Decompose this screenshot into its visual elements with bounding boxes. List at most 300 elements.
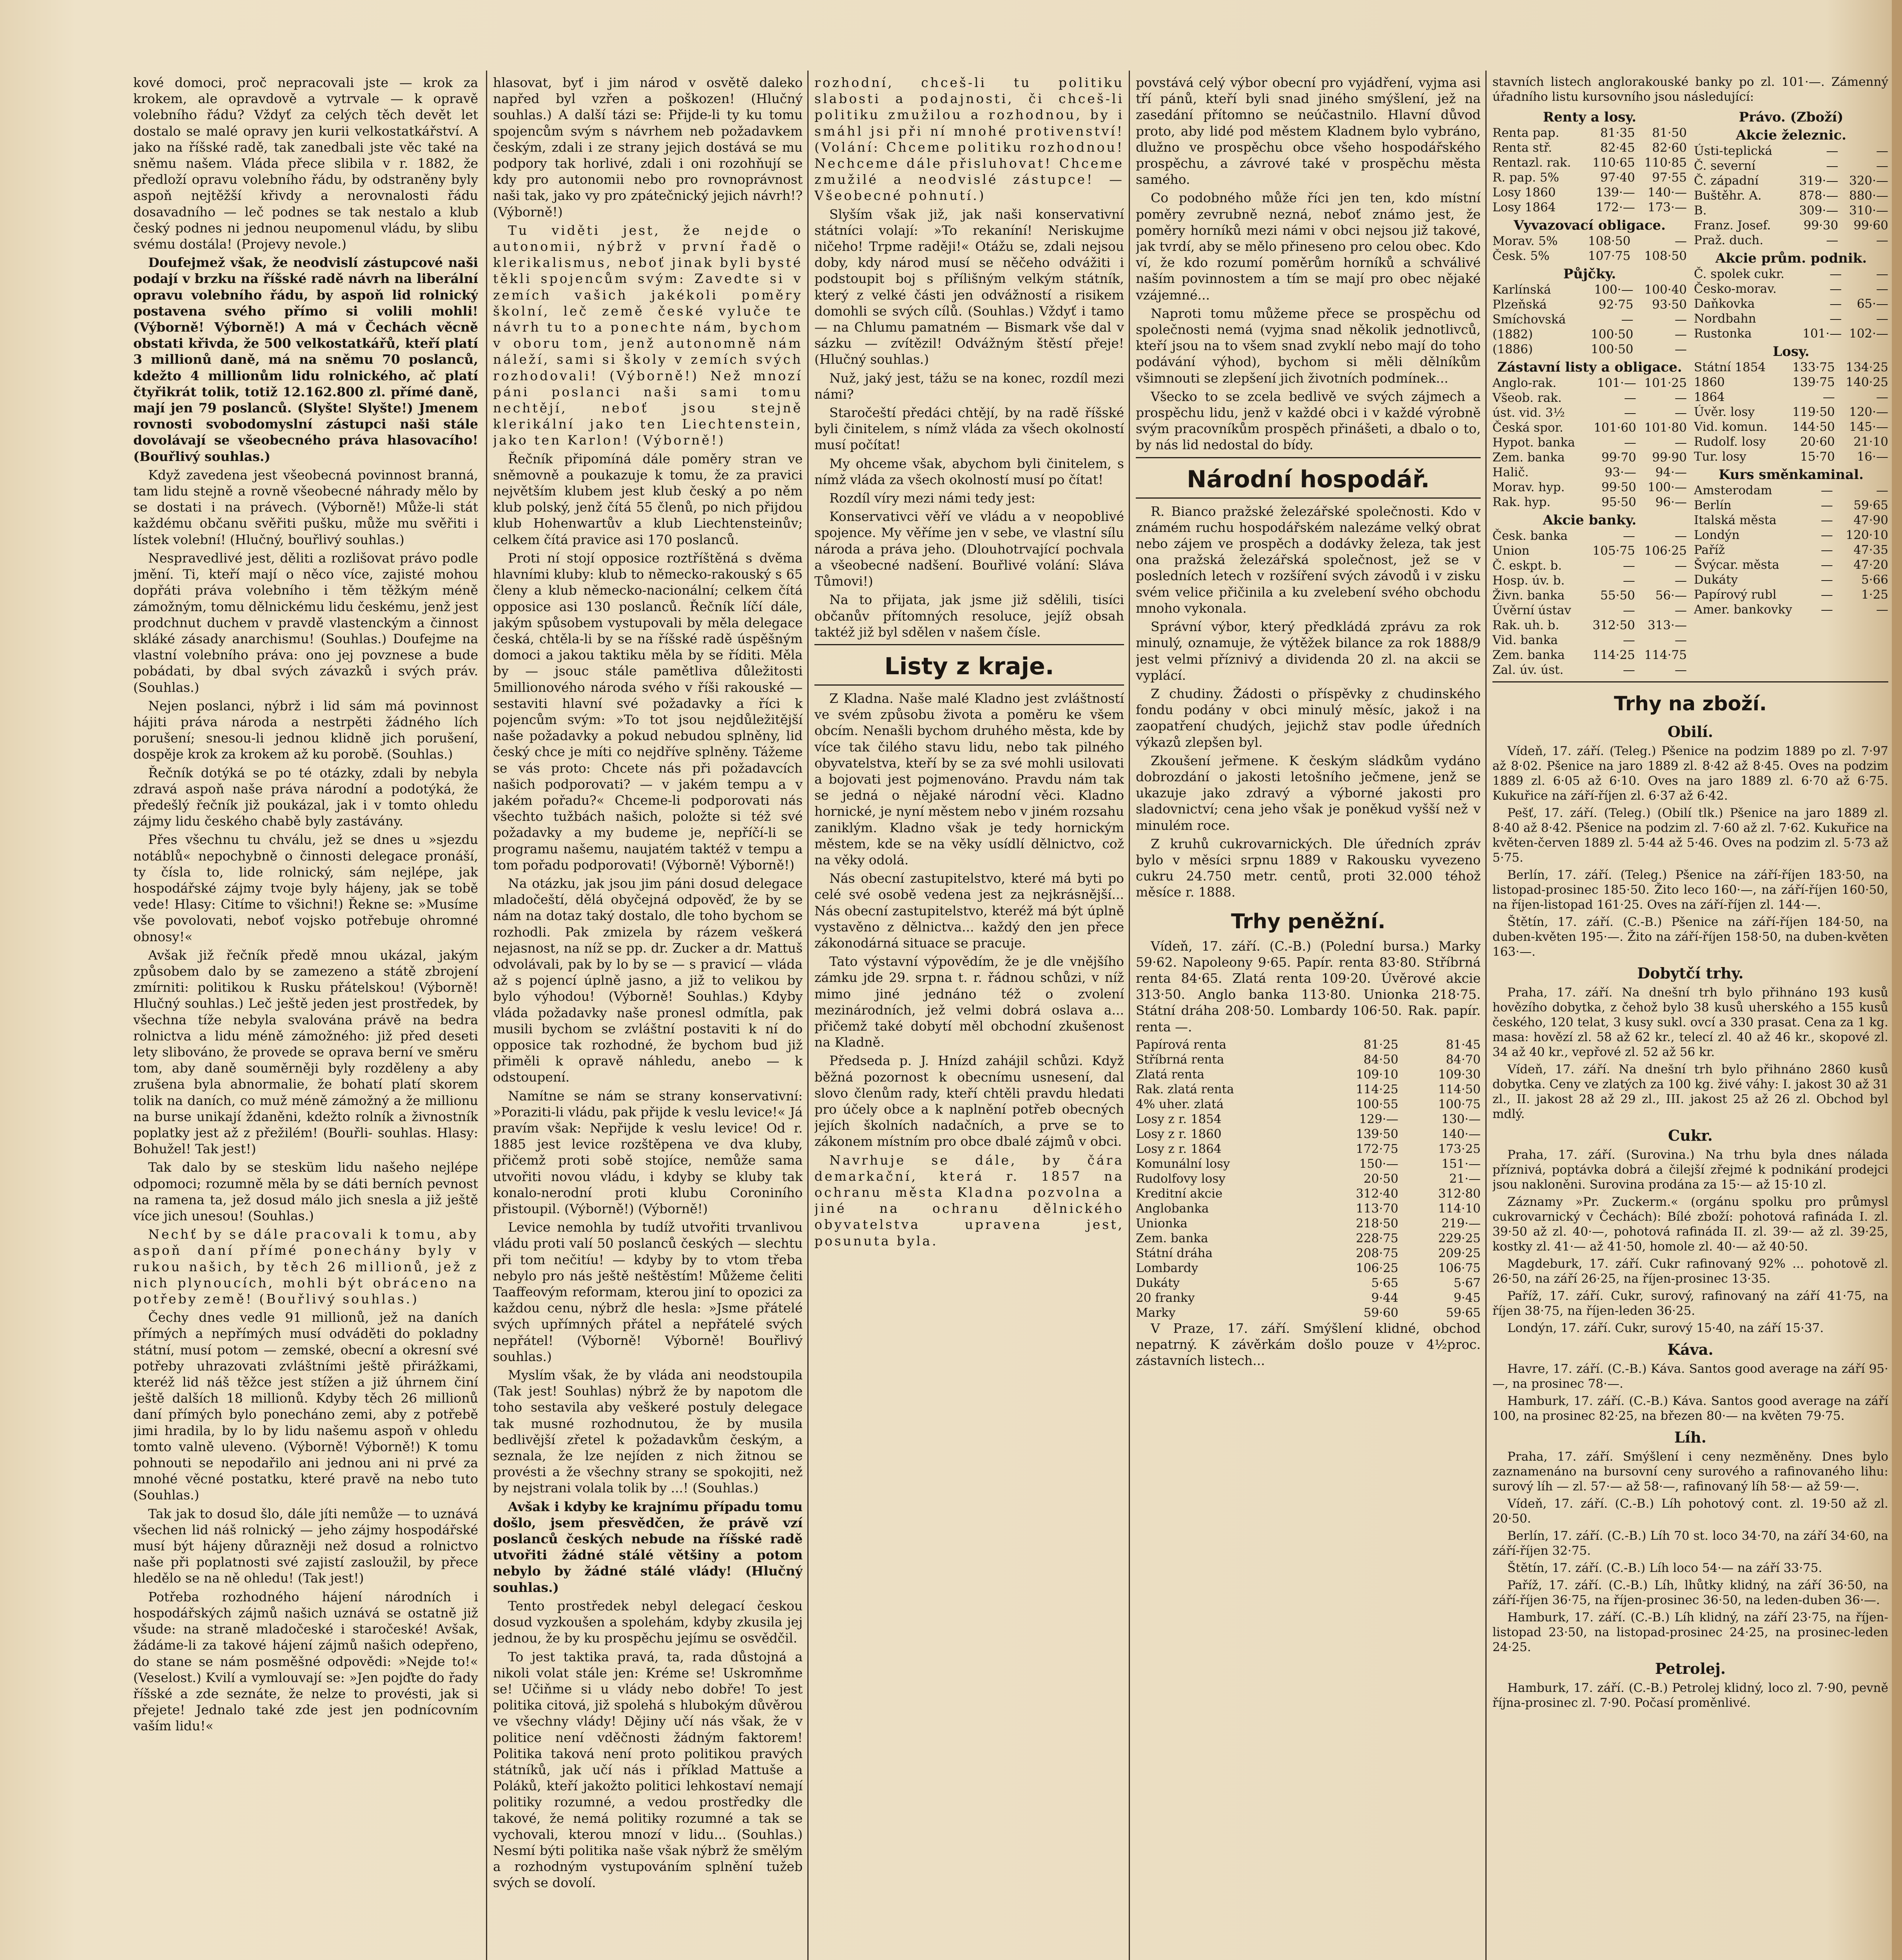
table-row: [1136, 1186, 1481, 1201]
table-value-cell: 320·—: [1849, 174, 1888, 188]
table-value-cell: 134·25: [1846, 360, 1888, 374]
table-value-cell: 84·50: [1363, 1052, 1398, 1067]
table-row: [1694, 281, 1888, 296]
paragraph: Co podobného může říci jen ten, kdo místní poměry zevrubně nezná, neboť známo jest, že poměry horníků mezi námi v obci nejsou již takové, jak tvrdí, aby se mělo přineseno pro celou obec. Kdo ví, že kdo rozumí poměrům horníků a schválivé naším povinnostem a tím se mají pro obec nějaké vzájemné...: [1136, 190, 1481, 303]
table-label-cell: Všeob. rak.: [1492, 391, 1562, 405]
table-value-cell: 319·—: [1799, 174, 1839, 188]
table-row: [1136, 1067, 1481, 1082]
paragraph: Staročeští předáci chtějí, by na radě říšské byli činitelem, s nímž vláda za všech okolností musí počítat!: [814, 405, 1124, 453]
paragraph: kové domoci, proč nepracovali jste — krok za krokem, ale opravdově a vytrvale — k opravě volebního řádu? Vždyť za celých těch devět let dostalo se malé opravy jen kurii velkostatkářství. A jako na říšské radě, tak zanedbali jste věc také na sněmu našem. Vláda přece slibila v r. 1882, že předloží opravu volebního řádu, by odstraněny byly aspoň nejtěžší křivdy a nerovnalosti řádu dosavadního — leč podnes se tak nestalo a klub český podnes ni jednou neupomenul vládu, by slibu svému dostála! (Projevy nevole.): [133, 75, 478, 252]
table-label-cell: Švýcar. města: [1694, 558, 1779, 572]
table-label-cell: B.: [1694, 203, 1707, 218]
table-value-cell: 312·80: [1438, 1186, 1481, 1201]
table-label-cell: Papírový rubl: [1694, 588, 1777, 602]
table-row: [1136, 1052, 1481, 1067]
paragraph: Navrhuje se dále, by čára demarkační, která r. 1857 na ochranu města Kladna pozvolna a jiné na ochranu dělnického obyvatelstva upravena jest, posunuta byla.: [814, 1152, 1124, 1249]
paragraph: Z kruhů cukrovarnických. Dle úředních zpráv bylo v měsíci srpnu 1889 v Rakousku vyvezeno cukru 24.750 metr. centů, proti 32.000 téhož měsíce r. 1888.: [1136, 836, 1481, 900]
table-section-heading: Zástavní listy a obligace.: [1497, 359, 1682, 375]
subheading-lih: Líh.: [1674, 1428, 1706, 1446]
table-value-cell: 120·—: [1849, 405, 1888, 419]
table-value-cell: —: [1675, 436, 1687, 450]
table-value-cell: —: [1820, 588, 1833, 602]
column-2: [493, 74, 803, 1960]
table-value-cell: —: [1829, 267, 1842, 281]
table-value-cell: 93·—: [1605, 465, 1636, 479]
table-row: [1136, 1261, 1481, 1276]
table-row: [1492, 282, 1687, 297]
table-row: [1694, 543, 1888, 557]
paragraph: Vídeň, 17. září. (C.-B.) (Polední bursa.) Marky 59·62. Napoleony 9·65. Papír. renta 83·80. Stříbrná renta 84·65. Zlatá renta 109·20. Úvěrové akcie 313·50. Anglo banka 113·80. Unionka 218·75. Státní dráha 208·50. Lombardy 106·50. Rak. papír. renta —.: [1136, 938, 1481, 1034]
paragraph: Avšak již řečník předě mnou ukázal, jakým způsobem dalo by se zamezeno a státě zbrojení zmírniti: politikou k Rusku přátelskou! (Výborně! Hlučný souhlas.) Leč ještě jeden jest prostředek, by všechna tíže nebyla svalována právě na bedra rolnictva a lidu méně zámožného: již před deseti lety slibováno, že provede se oprava berní ve směru tom, aby daně souměrněji byly rozděleny a aby zrušena byla abnormalie, že bohatí platí skorem tolik na daních, co muž méně zámožný a že millionu na burse unikají ždaněni, kdežto rolník a živnostník poplatky jest až z přežilém! (Bouřli- souhlas. Hlasy: Bohužel! Tak jest!): [133, 947, 478, 1157]
table-label-cell: 1864: [1694, 390, 1725, 404]
paragraph: Vídeň, 17. září. (C.-B.) Líh pohotový cont. zl. 19·50 až zl. 20·50.: [1492, 1497, 1888, 1526]
section-rule: [814, 644, 1124, 645]
table-value-cell: —: [1876, 603, 1888, 617]
table-label-cell: Rudolfovy losy: [1136, 1171, 1226, 1186]
table-value-cell: 114·25: [1592, 648, 1635, 662]
table-label-cell: Zem. banka: [1136, 1231, 1208, 1245]
table-label-cell: 1860: [1694, 375, 1725, 389]
paragraph: Potřeba rozhodného hájení národních i hospodářských zájmů našich uznává se ostatně již všude: na straně mladočeské i staročeské! Avšak, žádáme-li za takové hájení zájmů našich odepřeno, do stane se nám posměšné odpovědi: »Nejde to!« (Veselost.) Kvilí a vymlouvají se: »Jen pojďte do řady říšské a zde seznáte, že nelze to provésti, jak si přejete! Jednalo také zde jest jen podnícovním vaším lidu!«: [133, 1589, 478, 1734]
table-label-cell: Česk. 5%: [1492, 249, 1550, 263]
financial-table: [1694, 483, 1888, 617]
table-value-cell: —: [1675, 391, 1687, 405]
table-value-cell: 95·50: [1601, 495, 1636, 509]
table-value-cell: —: [1876, 282, 1888, 296]
table-value-cell: 55·50: [1600, 588, 1635, 603]
table-value-cell: —: [1876, 159, 1888, 173]
column-5: [1492, 74, 1888, 1960]
table-value-cell: —: [1826, 144, 1839, 158]
table-value-cell: 108·50: [1588, 234, 1631, 248]
table-row: [1136, 1171, 1481, 1186]
table-row: [1492, 543, 1687, 558]
table-label-cell: R. pap. 5%: [1492, 171, 1559, 185]
paragraph: Záznamy »Pr. Zuckerm.« (orgánu spolku pro průmysl cukrovarnický v Čechách): Bílé zboží: pohotová rafináda I. zl. 39·50 až zl. 40·—, pohotová rafináda II. zl. 39·— až zl. 39·25, kostky zl. 41·— až 41·50, homole zl. 40·— až 40·50.: [1492, 1195, 1888, 1254]
table-value-cell: 81·35: [1600, 126, 1635, 140]
paragraph: Štětín, 17. září. (C.-B.) Pšenice na září-říjen 184·50, na duben-květen 195·—. Žito na září-říjen 158·50, na duben-květen 163·—.: [1492, 915, 1888, 959]
table-label-cell: Ústi-teplická: [1694, 144, 1772, 158]
table-row: [1492, 249, 1687, 263]
table-row: [1136, 1216, 1481, 1231]
table-label-cell: Č. severní: [1694, 159, 1756, 173]
table-value-cell: 113·70: [1356, 1201, 1398, 1216]
table-label-cell: Rak. hyp.: [1492, 495, 1551, 509]
table-label-cell: Paříž: [1694, 543, 1725, 557]
table-row: [1694, 390, 1888, 405]
table-row: [1492, 405, 1687, 420]
table-value-cell: 110·85: [1644, 156, 1687, 170]
financial-table: [1694, 267, 1888, 341]
table-value-cell: —: [1820, 558, 1833, 572]
table-value-cell: —: [1876, 390, 1888, 404]
table-value-cell: 21·10: [1853, 435, 1888, 449]
table-row: [1492, 435, 1687, 450]
table-label-cell: Komunální losy: [1136, 1156, 1230, 1171]
table-row: [1492, 558, 1687, 573]
table-value-cell: 144·50: [1792, 420, 1835, 434]
table-value-cell: 47·90: [1853, 513, 1888, 527]
table-value-cell: 106·75: [1438, 1261, 1481, 1275]
paragraph: Praha, 17. září. Smýšlení i ceny nezměněny. Dnes bylo zaznamenáno na bursovní ceny surového a rafinovaného lihu: surový líh — zl. 57·— až 58·—, rafinovaný líh 58·— až 59·—.: [1492, 1450, 1888, 1494]
table-value-cell: 114·10: [1438, 1201, 1481, 1216]
table-label-cell: Karlínská: [1492, 283, 1551, 297]
table-label-cell: Zem. banka: [1492, 450, 1565, 465]
paragraph: Nás obecní zastupitelstvo, které má byti po celé své osobě vedena jest za nejkrásnější... Nás obecní zastupitelstvo, kteréž má být úplně vystavěno z dělnictva... každý den jen přece zákonodárná situace se pracuje.: [814, 871, 1124, 951]
table-label-cell: 4% uher. zlatá: [1136, 1097, 1224, 1111]
table-value-cell: 97·55: [1652, 171, 1687, 185]
paragraph: Na to přijata, jak jsme již sdělili, tisíci občanův přítomných resoluce, jejíž obsah taktéž již byl sdělen v našem čísle.: [814, 592, 1124, 640]
table-row: [1694, 158, 1888, 173]
table-value-cell: —: [1829, 312, 1842, 326]
table-value-cell: —: [1624, 436, 1636, 450]
table-label-cell: Unionka: [1136, 1216, 1188, 1230]
table-value-cell: 114·25: [1356, 1082, 1398, 1096]
table-row: [1694, 233, 1888, 248]
table-row: [1136, 1290, 1481, 1305]
table-section-heading: Půjčky.: [1563, 266, 1616, 282]
table-label-cell: 20 franky: [1136, 1290, 1195, 1305]
table-value-cell: 109·30: [1438, 1067, 1481, 1082]
table-value-cell: 93·50: [1652, 298, 1687, 312]
table-value-cell: 99·50: [1601, 480, 1636, 494]
table-value-cell: 209·25: [1438, 1246, 1481, 1260]
table-value-cell: 99·60: [1853, 218, 1888, 232]
financial-table: [1492, 282, 1687, 357]
paragraph: Vídeň, 17. září. (Teleg.) Pšenice na podzim 1889 po zl. 7·97 až 8·02. Pšenice na jaro 1889 zl. 8·42 až 8·45. Oves na podzim 1889 zl. 6·05 až 6·10. Oves na jaro 1889 zl. 6·70 až 6·75. Kukuřice na září-říjen zl. 6·37 až 6·42.: [1492, 744, 1888, 803]
section-rule: [1136, 457, 1481, 458]
subheading-cukr: Cukr.: [1668, 1127, 1713, 1144]
table-label-cell: Londýn: [1694, 528, 1740, 542]
table-section-heading: Akcie prům. podnik.: [1715, 250, 1867, 266]
table-label-cell: Č. eskpt. b.: [1492, 559, 1562, 573]
table-row: [1136, 1037, 1481, 1052]
table-value-cell: 107·75: [1588, 249, 1631, 263]
table-value-cell: 173·25: [1438, 1142, 1481, 1156]
table-value-cell: —: [1820, 603, 1833, 617]
table-label-cell: Česk. banka: [1492, 529, 1568, 543]
table-label-cell: (1882): [1492, 327, 1533, 341]
table-label-cell: Papírová renta: [1136, 1037, 1227, 1052]
table-row: [1694, 513, 1888, 528]
column-rule: [1129, 71, 1130, 1960]
table-label-cell: Daňkovka: [1694, 297, 1755, 311]
table-value-cell: 56·—: [1655, 588, 1687, 603]
table-label-cell: Renta stř.: [1492, 141, 1552, 155]
table-row: [1492, 234, 1687, 249]
table-label-cell: Halič.: [1492, 465, 1529, 479]
page-edge: [1892, 0, 1902, 1960]
table-row: [1694, 572, 1888, 587]
table-value-cell: —: [1675, 327, 1687, 341]
table-value-cell: —: [1876, 312, 1888, 326]
table-row: [1136, 1276, 1481, 1290]
table-row: [1136, 1142, 1481, 1156]
section-rule: [814, 684, 1124, 686]
table-value-cell: 120·10: [1846, 528, 1888, 542]
table-value-cell: 228·75: [1356, 1231, 1398, 1245]
paragraph: Magdeburk, 17. září. Cukr rafinovaný 92% ... pohotově zl. 26·50, na září 26·25, na říjen-prosinec 13·35.: [1492, 1257, 1888, 1286]
table-value-cell: 172·—: [1596, 200, 1635, 214]
table-label-cell: Hypot. banka: [1492, 436, 1575, 450]
table-label-cell: Rak. uh. b.: [1492, 618, 1559, 632]
table-section-heading: Losy.: [1773, 344, 1810, 359]
table-value-cell: 114·75: [1644, 648, 1687, 662]
table-row: [1492, 603, 1687, 618]
table-value-cell: 5·65: [1371, 1276, 1398, 1290]
table-value-cell: 312·50: [1592, 618, 1635, 632]
table-row: [1492, 185, 1687, 200]
table-label-cell: Česká spor.: [1492, 421, 1563, 435]
paragraph: Berlín, 17. září. (C.-B.) Líh 70 st. loco 34·70, na září 34·60, na září-říjen 32·75.: [1492, 1529, 1888, 1558]
paragraph: Londýn, 17. září. Cukr, surový 15·40, na září 15·37.: [1507, 1321, 1824, 1335]
table-value-cell: 151·—: [1441, 1156, 1481, 1171]
table-row: [1694, 143, 1888, 158]
table-value-cell: 21·—: [1449, 1171, 1481, 1186]
paragraph: Hamburk, 17. září. (C.-B.) Líh klidný, na září 23·75, na říjen-listopad 23·50, na listopad-prosinec 24·25, na prosinec-leden 24·25.: [1492, 1610, 1888, 1654]
table-label-cell: Tur. losy: [1694, 450, 1746, 464]
table-value-cell: 100·—: [1647, 480, 1687, 494]
table-label-cell: Buštěhr. A.: [1694, 189, 1762, 203]
column-rule: [486, 71, 487, 1960]
table-value-cell: 309·—: [1799, 203, 1839, 218]
table-value-cell: —: [1623, 573, 1635, 588]
table-value-cell: —: [1876, 483, 1888, 497]
table-label-cell: Dukáty: [1136, 1276, 1180, 1290]
table-value-cell: —: [1820, 498, 1833, 512]
table-value-cell: 208·75: [1356, 1246, 1398, 1260]
table-label-cell: Losy z r. 1860: [1136, 1127, 1222, 1141]
table-row: [1492, 618, 1687, 633]
table-value-cell: 140·25: [1846, 375, 1888, 389]
paragraph: Konservativci věří ve vládu a v neopoblivé spojence. My věříme jen v sebe, ve vlastní sílu národa a práva jeho. (Dlouhotrvající pochvala a všeobecné nadšení. Bouřlivé volání: Sláva Tůmovi!): [814, 509, 1124, 589]
table-row: [1136, 1231, 1481, 1246]
section-heading-trhy-na-zbozi: Trhy na zboží.: [1614, 692, 1767, 715]
table-value-cell: 140·—: [1441, 1127, 1481, 1141]
table-value-cell: 47·35: [1853, 543, 1888, 557]
table-row: [1694, 203, 1888, 218]
table-label-cell: (1886): [1492, 342, 1533, 356]
table-value-cell: 173·—: [1647, 200, 1687, 214]
table-value-cell: 99·90: [1652, 450, 1687, 465]
column-4: [1136, 74, 1481, 1960]
table-row: [1694, 483, 1888, 498]
table-value-cell: —: [1675, 603, 1687, 617]
table-label-cell: Franz. Josef.: [1694, 218, 1771, 232]
table-label-cell: Rentazl. rak.: [1492, 156, 1571, 170]
table-value-cell: 150·—: [1359, 1156, 1398, 1171]
paragraph: Tato výstavní výpovědím, že je dle vnějšího zámku jde 29. srpna t. r. řádnou schůzi, v níž mimo jiné jednáno též o zvolení mezinárodních, jež velmi dobrá oslava a... přičemž také dobytí měl obchodní zkušenost na Kladně.: [814, 954, 1124, 1050]
table-row: [1136, 1097, 1481, 1112]
table-value-cell: 229·25: [1438, 1231, 1481, 1245]
table-row: [1694, 528, 1888, 543]
table-row: [1694, 173, 1888, 188]
table-row: [1694, 557, 1888, 572]
paragraph: stavních listech anglorakouské banky po zl. 101·—. Zámenný úřadního listu kursovního jsou následující:: [1492, 75, 1888, 104]
table-value-cell: —: [1623, 559, 1635, 573]
table-value-cell: 109·10: [1356, 1067, 1398, 1082]
financial-table: [1492, 234, 1687, 263]
paragraph: Tento prostředek nebyl delegací českou dosud vyzkoušen a spolehám, kdyby zkusila jej jednou, že by ku prospěchu jejímu se osvědčil.: [493, 1598, 803, 1646]
table-label-cell: Smíchovská: [1492, 312, 1566, 327]
table-value-cell: 129·—: [1359, 1112, 1398, 1126]
table-value-cell: 139·50: [1356, 1127, 1398, 1141]
table-label-cell: Morav. 5%: [1492, 234, 1558, 248]
table-value-cell: 65·—: [1857, 297, 1888, 311]
table-value-cell: —: [1826, 233, 1839, 247]
financial-table: [1492, 376, 1687, 510]
column-rule: [1485, 71, 1487, 1960]
table-value-cell: —: [1675, 559, 1687, 573]
table-value-cell: 100·50: [1591, 327, 1634, 341]
table-value-cell: —: [1675, 234, 1687, 248]
paragraph: Nuž, jaký jest, tážu se na konec, rozdíl mezi námi?: [814, 370, 1124, 402]
table-row: [1136, 1305, 1481, 1320]
table-value-cell: 16·—: [1857, 450, 1888, 464]
table-section-heading: Akcie železnic.: [1736, 127, 1846, 143]
table-value-cell: —: [1675, 529, 1687, 543]
table-value-cell: 110·65: [1592, 156, 1635, 170]
table-row: [1492, 528, 1687, 543]
table-value-cell: 139·75: [1792, 375, 1835, 389]
table-label-cell: Union: [1492, 544, 1530, 558]
table-value-cell: —: [1624, 406, 1636, 420]
column-1: [133, 74, 478, 1960]
table-value-cell: 81·25: [1363, 1037, 1398, 1052]
paragraph: Nechť by se dále pracovali k tomu, aby aspoň daní přímé ponechány byly v rukou našich, by těch 26 millionů, jež z nich plynoucích, mohli být obráceno na potřeby země! (Bouřlivý souhlas.): [133, 1227, 478, 1307]
table-row: [1492, 170, 1687, 185]
table-value-cell: 20·60: [1800, 435, 1835, 449]
table-value-cell: 310·—: [1849, 203, 1888, 218]
paragraph: Proti ní stojí opposice roztříštěná s dvěma hlavními kluby: klub to německo-rakouský s 65 členy a klub německo-nacionální; celkem čítá opposice asi 130 poslanců. Řečník líčí dále, jakým spůsobem vystupovali by měla delegace česká, chtěla-li by se na říšské radě úspěšným domoci a jakou taktiku měla by se říditi. Měla by — jsouc stále pamětliva důležitosti 5millionového národa svého v říši rakouské — sestaviti hlavní své požadavky a říci k pojencům svým: »To tot jsou nejdůležitější naše požadavky a pokud nebudou splněny, lid český chce je míti co nejdříve splněny. Tážeme se vás proto: Chcete nás při požadavcích našich podporovati? — v jakém tempu a v jakém pořadu?« Chceme-li podporovati nás všechto tužbách našich, položte si též své požadavky a my budeme je, nepříčí-li se programu našemu, naujatém taktéž v tempu a tom pořadu podporovati! (Výborně! Výborně!): [493, 550, 803, 873]
table-value-cell: —: [1675, 573, 1687, 588]
table-row: [1492, 125, 1687, 140]
financial-right-column: [1694, 107, 1888, 677]
paragraph: rozhodní, chceš-li tu politiku slabosti a podajnosti, či chceš-li politiku zmužilou a rozhodnou, by i smáhl jsi při ní mnohé protivenství! (Volání: Chceme politiku rozhodnou! Nechceme dále přisluhovat! Chceme zmužilé a neodvislé zástupce! — Všeobecné pohnutí.): [814, 75, 1124, 203]
table-row: [1136, 1156, 1481, 1171]
table-row: [1492, 312, 1687, 327]
table-label-cell: Dukáty: [1694, 573, 1738, 587]
table-value-cell: —: [1623, 633, 1635, 647]
table-value-cell: —: [1820, 528, 1833, 542]
table-value-cell: 106·25: [1644, 544, 1687, 558]
table-value-cell: 145·—: [1849, 420, 1888, 434]
paragraph: Paříž, 17. září. Cukr, surový, rafinovaný na září 41·75, na říjen 38·75, na říjen-leden 36·25.: [1492, 1289, 1888, 1318]
table-label-cell: Renta pap.: [1492, 126, 1559, 140]
paragraph: Tu viděti jest, že nejde o autonomii, nýbrž v první řadě o klerikalismus, neboť jinak byli bysté těkli spojencům svým: Zavedte si v zemích vašich jakékoli poměry školní, leč země české vyluče te návrh tu to a ponechte nám, bychom v oboru tom, jenž autonomně nám náleží, sami si školy v zemích svých rozhodovali! (Výborně!) Než mnozí páni poslanci naši sami tomu nechtějí, neboť jsou stejně klerikální jako ten Liechtenstein, jako ten Karlon! (Výborně!): [493, 222, 803, 448]
section-rule: [1492, 681, 1888, 682]
table-value-cell: 47·20: [1853, 558, 1888, 572]
table-row: [1492, 420, 1687, 435]
table-row: [1492, 450, 1687, 465]
table-label-cell: Rudolf. losy: [1694, 435, 1766, 449]
table-label-cell: Stříbrná renta: [1136, 1052, 1224, 1067]
table-value-cell: 99·70: [1601, 450, 1636, 465]
table-value-cell: —: [1675, 406, 1687, 420]
section-heading-listy-z-kraje: Listy z kraje.: [884, 652, 1054, 680]
table-value-cell: —: [1822, 390, 1835, 404]
table-value-cell: 82·60: [1652, 141, 1687, 155]
table-row: [1136, 1201, 1481, 1216]
financial-table: [1694, 360, 1888, 464]
table-value-cell: —: [1876, 144, 1888, 158]
table-value-cell: 5·66: [1861, 573, 1888, 587]
table-value-cell: 15·70: [1800, 450, 1835, 464]
table-row: [1136, 1082, 1481, 1097]
paragraph: Myslím však, že by vláda ani neodstoupila (Tak jest! Souhlas) nýbrž že by napotom dle toho sestavila aby veškeré postuly delegace tak musné rozhodnutou, že by musila bedlivější zřetel k požadavkům českým, a seznala, že lze nejíden z nich žitnou se provésti a že všechny strany se spokojiti, než by nejstrani volala tolik by ...! (Souhlas.): [493, 1367, 803, 1496]
table-label-cell: úst. vid. 3½: [1492, 406, 1565, 420]
paragraph: Řečník připomíná dále poměry stran ve sněmovně a poukazuje k tomu, že za pravici největším klubem jest klub český a po něm klub polský, jenž čítá 55 členů, po nich přijdou klub Hohenwartův a klub Liechtensteinův; celkem čítá pravice asi 170 poslanců.: [493, 451, 803, 547]
table-label-cell: Berlín: [1694, 498, 1732, 512]
table-row: [1492, 662, 1687, 677]
paragraph: Štětín, 17. září. (C.-B.) Líh loco 54·— na září 33·75.: [1507, 1561, 1822, 1575]
table-value-cell: 84·70: [1446, 1052, 1481, 1067]
table-row: [1694, 267, 1888, 281]
table-row: [1694, 326, 1888, 341]
paragraph: Pešť, 17. září. (Teleg.) (Obilí tlk.) Pšenice na jaro 1889 zl. 8·40 až 8·42. Pšenice na podzim zl. 7·60 až zl. 7·62. Kukuřice na květen-červen 1889 zl. 5·44 až 5·46. Oves na podzim zl. 5·73 až 5·75.: [1492, 806, 1888, 865]
table-label-cell: Anglo-rak.: [1492, 376, 1557, 390]
table-value-cell: 20·50: [1363, 1171, 1398, 1186]
section-heading-trhy-penezni: Trhy peněžní.: [1231, 909, 1386, 933]
paragraph: Všecko to se zcela bedlivě ve svých zájmech a prospěchu lidu, jenž v každé obci i v každé výrobně svým pracovníkům prospěch přinášeti, a dbalo o to, by nás lid nedostal do bídy.: [1136, 388, 1481, 453]
table-value-cell: 312·40: [1356, 1186, 1398, 1201]
section-heading-narodni-hospodar: Národní hospodář.: [1187, 465, 1430, 493]
table-label-cell: Italská města: [1694, 513, 1777, 527]
table-value-cell: —: [1675, 342, 1687, 356]
table-value-cell: 1·25: [1861, 588, 1888, 602]
table-label-cell: Morav. hyp.: [1492, 480, 1565, 494]
table-row: [1492, 342, 1687, 357]
paragraph: Přes všechnu tu chválu, jež se dnes u »sjezdu notáblů« nepochybně o činnosti delegace pronáší, ty čísla to, lide rolnický, sám nejlépe, jak hospodářské zájmy tvoje byly hájeny, jak se tobě vede! Hlasy: Citíme to všichni!) Řekne se: »Musíme vše povolovati, neboť vojsko potřebuje ohromné obnosy!«: [133, 832, 478, 944]
table-row: [1492, 327, 1687, 342]
paragraph: Správní výbor, který předkládá zprávu za rok minulý, oznamuje, že výtěžek bilance za rok 1888/9 jest velmi příznivý a dividenda 20 zl. na akcii se vyplácí.: [1136, 619, 1481, 683]
table-row: [1492, 633, 1687, 648]
section-rule: [1136, 497, 1481, 499]
table-value-cell: 105·75: [1592, 544, 1635, 558]
table-row: [1492, 200, 1687, 215]
table-label-cell: Plzeňská: [1492, 298, 1547, 312]
table-value-cell: 59·60: [1363, 1305, 1398, 1320]
table-value-cell: 59·65: [1446, 1305, 1481, 1320]
table-value-cell: 313·—: [1647, 618, 1687, 632]
table-row: [1492, 297, 1687, 312]
paragraph: Rozdíl víry mezi námi tedy jest:: [829, 490, 1035, 506]
paragraph: povstává celý výbor obecní pro vyjádření, vyjma asi tří pánů, kteří byli snad jiného smýšlení, jež na zasedání přítomno se neúčastnilo. Hlavní důvod proto, aby lidé pod městem Kladnem bylo vybráno, dlužno ve prospěchu obce všeho hospodářského prospěchu, a závrové také v prospěchu města samého.: [1136, 75, 1481, 187]
table-label-cell: Vid. komun.: [1694, 420, 1768, 434]
table-value-cell: 100·—: [1594, 283, 1634, 297]
table-row: [1694, 405, 1888, 419]
table-value-cell: 119·50: [1792, 405, 1835, 419]
table-value-cell: —: [1820, 483, 1833, 497]
table-value-cell: 218·50: [1356, 1216, 1398, 1230]
table-label-cell: Úvěr. losy: [1694, 405, 1755, 419]
paragraph: Zkoušení jeřmene. K českým sládkům vydáno dobrozdání o jakosti letošního ječmene, jenž se ukazuje jako zdravý a výborné jakosti pro sladovnictví; cena jeho však je poněkud vyšší než v minulém roce.: [1136, 753, 1481, 833]
table-label-cell: Amer. bankovky: [1694, 603, 1792, 617]
table-value-cell: 81·45: [1446, 1037, 1481, 1052]
paragraph: Tak dalo by se stesküm lidu našeho nejlépe odpomoci; rozumně měla by se dáti berních pevnost na ramena ta, jež dosud málo jich snesla a již ještě více jich unesou! (Souhlas.): [133, 1160, 478, 1224]
paragraph: Paříž, 17. září. (C.-B.) Líh, lhůtky klidný, na září 36·50, na září-říjen 36·75, na říjen-prosinec 36·50, na leden-duben 36·—.: [1492, 1578, 1888, 1607]
paragraph: Na otázku, jak jsou jim páni dosud delegace mladočeští, dělá obyčejná odpověď, že by se nám na dotaz taký dostalo, dle toho bychom se rozhodli. Pak zmizela by rázem veškerá nejasnost, na níž se pp. dr. Zucker a dr. Mattuš odvolávali, pak by lo by se — s pravicí — vláda až s pojencí úplně jasno, a již to velikou by bylo výhodou! (Výborně! Souhlas.) Kdyby vláda požadavky naše pronesl odmítla, pak musili bychom se zvláštní postaviti k ní do opposice tak rozhodné, že bychom bud již přiměli k opravě náhledu, anebo — k odstoupení.: [493, 875, 803, 1085]
table-label-cell: Státní dráha: [1136, 1246, 1213, 1260]
table-value-cell: 133·75: [1792, 360, 1835, 374]
table-value-cell: 100·40: [1644, 283, 1687, 297]
table-label-cell: Nordbahn: [1694, 312, 1756, 326]
table-value-cell: 82·45: [1600, 141, 1635, 155]
money-market-table: [1136, 1037, 1481, 1320]
table-label-cell: Marky: [1136, 1305, 1176, 1320]
table-label-cell: Č. spolek cukr.: [1694, 267, 1785, 281]
table-row: [1492, 648, 1687, 662]
